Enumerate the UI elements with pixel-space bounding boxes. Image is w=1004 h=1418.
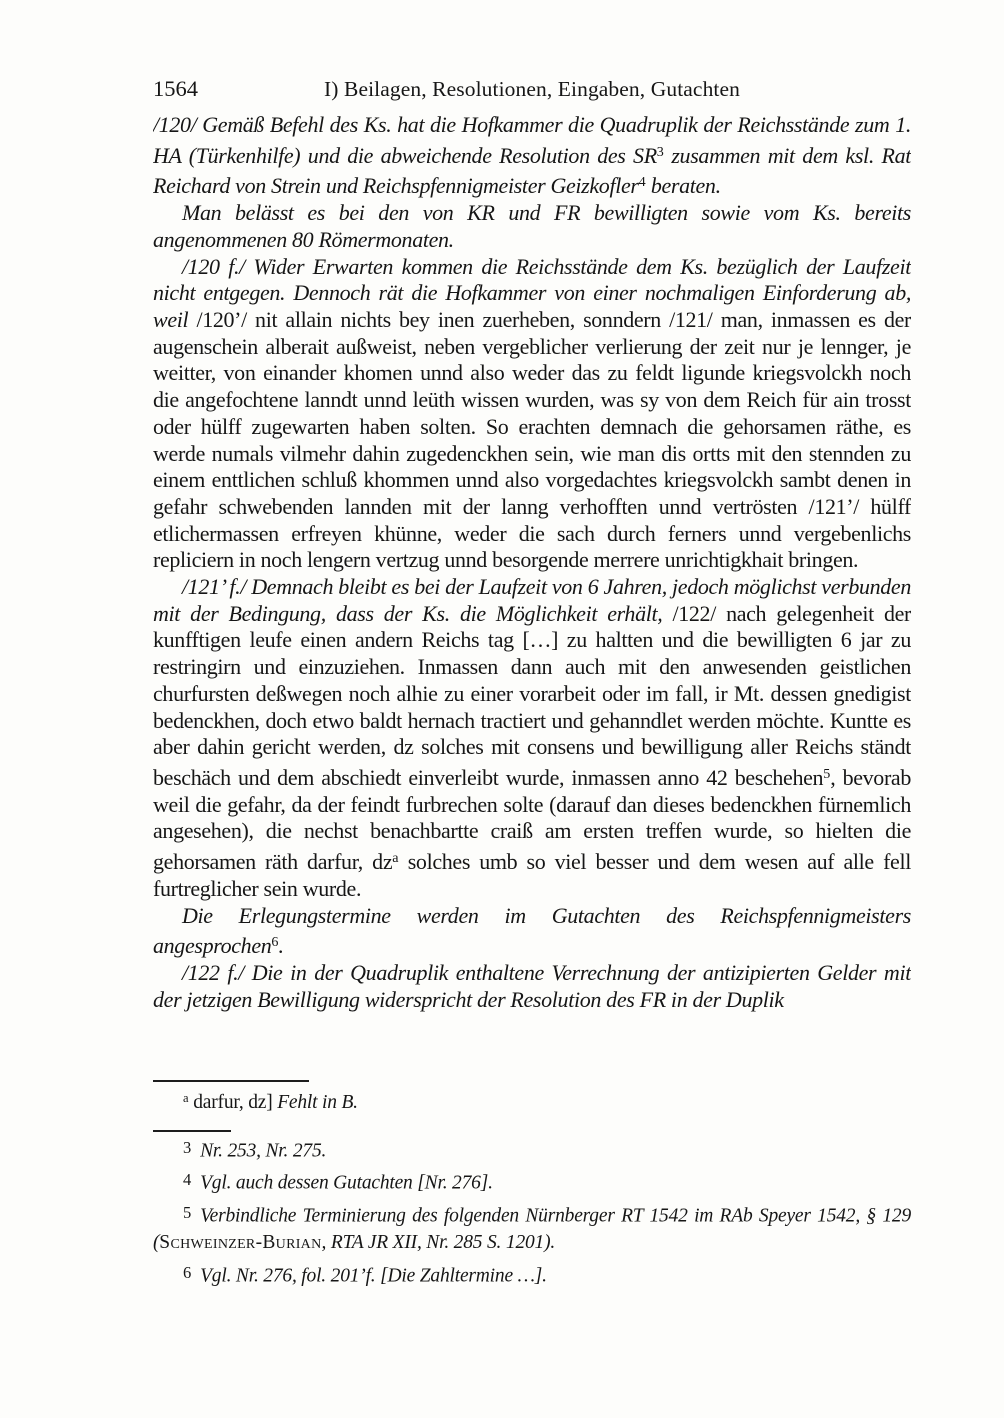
text-segment: Nr. 253, Nr. 275. [200, 1140, 327, 1162]
footnote-marker: 6 [183, 1262, 192, 1282]
text-segment: 4 [638, 174, 646, 191]
footnote-3 [153, 1135, 911, 1165]
footnote-marker: 5 [183, 1203, 192, 1223]
body-paragraph-3 [153, 254, 911, 574]
text-segment: solches umb so viel besser und dem wesen auf alle fell furtreglicher sein wurde. [153, 849, 911, 901]
body-paragraph-6 [153, 960, 911, 1013]
apparatus-rule [153, 1080, 309, 1082]
text-segment: /120’/ nit allain nichts bey inen zuerheben, sonndern /121/ man, inmassen es der augenschein alberait außweist, neben vergeblicher verlierung der zeit nur je lennger, je weitter, von einander khomen unnd also weder das zu feldt ligunde kriegsvolckh noch die angefochtene lanndt unnd leüth wissen wurden, was sy von dem Reich für ain trosst oder hülff zugewarten haben solten. So erachten demnach die gehorsamen räthe, es werde numals vilmehr dahin zugedenckhen sein, wie man dis ortts mit den stennden zu einem enttlichen schluß khommen unnd also vorgedachtes kriegsvolckh sambt denen in gefahr schwebenden lannden mit der lanng verhofften unnd vertrösten /121’/ hülff etlichermassen erfreyen khünne, weder die sach durch ferners unnd vergebenlichs repliciern in noch lengern vertzug unnd besorgende merrere unrichtigkhait bringen. [153, 306, 911, 573]
footnote-5 [153, 1200, 911, 1256]
text-segment: 6 [271, 934, 279, 951]
footnote-4 [153, 1167, 911, 1197]
text-segment: beraten. [645, 173, 721, 199]
text-segment: /121’ f./ Demnach bleibt es bei der Laufzeit von 6 Jahren, jedoch möglichst verbunden mit der Bedingung, dass der Ks. die Möglichkeit erhält, [153, 574, 911, 626]
apparatus-note [153, 1085, 911, 1117]
text-segment: 5 [823, 765, 831, 782]
footnote-rule [153, 1130, 231, 1132]
text-segment: Vgl. Nr. 276, fol. 201’f. [Die Zahltermine …]. [200, 1265, 547, 1287]
text-segment: . [278, 933, 284, 959]
body-paragraph-4 [153, 574, 911, 903]
text-segment: Vgl. auch dessen Gutachten [Nr. 276]. [200, 1173, 493, 1195]
text-segment: 3 [656, 143, 664, 160]
text-segment: Verbindliche Terminierung des folgenden Nürnberger RT 1542 im RAb Speyer 1542, § 129 ( [153, 1206, 911, 1254]
text-segment: /122/ nach gelegenheit der kunfftigen leufe einen andern Reichs tag […] zu haltten und die bewilligten 6 jar zu restringirn und einzuziehen. Inmassen dann auch mit den anwesenden geistlichen churfursten deßwegen noch alhie zu einer vorarbeit oder im fall, ir Mt. dessen gnedigist bedenckhen, doch etwo baldt hernach tractiert und gehanndlet werden möchte. Kuntte es aber dahin gericht werden, dz solches mit consens und bewilligung aller Reichs ständt beschäch und dem abschiedt einverleibt wurde, inmassen anno 42 beschehen [153, 600, 911, 790]
text-segment: , RTA JR XII, Nr. 285 S. 1201). [321, 1232, 556, 1254]
body-text [153, 112, 911, 1013]
text-segment: , bevorab weil die gefahr, da der feindt furbrechen solte (darauf dan dieses bedenckhen fürnemlich angesehen), die nechst benachbartte craiß am ersten treffen wurde, so hielten die gehorsamen räth darfur, dz [153, 764, 911, 875]
body-paragraph-1 [153, 112, 911, 200]
text-segment: darfur, dz] [188, 1092, 278, 1114]
text-segment: Die Erlegungstermine werden im Gutachten des Reichspfennigmeisters angesprochen [153, 902, 911, 959]
text-segment: a [183, 1091, 189, 1105]
running-head: I) Beilagen, Resolutionen, Eingaben, Gutachten [324, 77, 740, 101]
text-segment: /120/ Gemäß Befehl des Ks. hat die Hofkammer die Quadruplik der Reichsstände zum 1. HA (Türkenhilfe) und die abweichende Resolution des SR [153, 112, 911, 168]
page-header [153, 76, 911, 106]
text-segment: Schweinzer-Burian [159, 1232, 322, 1254]
footnote-marker: 4 [183, 1170, 192, 1190]
footnote-area [153, 1080, 911, 1290]
text-segment: /122 f./ Die in der Quadruplik enthaltene Verrechnung der antizipierten Gelder mit der jetzigen Bewilligung widerspricht der Resolution des FR in der Duplik [153, 959, 911, 1012]
footnote-6 [153, 1260, 911, 1290]
footnote-marker: 3 [183, 1137, 192, 1157]
page-number: 1564 [153, 76, 198, 101]
text-segment: zusammen mit dem ksl. Rat Reichard von Strein und Reichspfennigmeister Geizkofler [153, 142, 911, 199]
text-segment: Man belässt es bei den von KR und FR bewilligten sowie vom Ks. bereits angenommenen 80 Römermonaten. [153, 200, 911, 252]
text-segment: a [392, 850, 399, 867]
body-paragraph-2 [153, 200, 911, 253]
body-paragraph-5 [153, 903, 911, 960]
text-segment: Fehlt in B. [277, 1092, 358, 1114]
text-segment: /120 f./ Wider Erwarten kommen die Reichsstände dem Ks. bezüglich der Laufzeit nicht entgegen. Dennoch rät die Hofkammer von einer nochmaligen Einforderung ab, weil [153, 253, 911, 332]
footnote-list [153, 1135, 911, 1290]
